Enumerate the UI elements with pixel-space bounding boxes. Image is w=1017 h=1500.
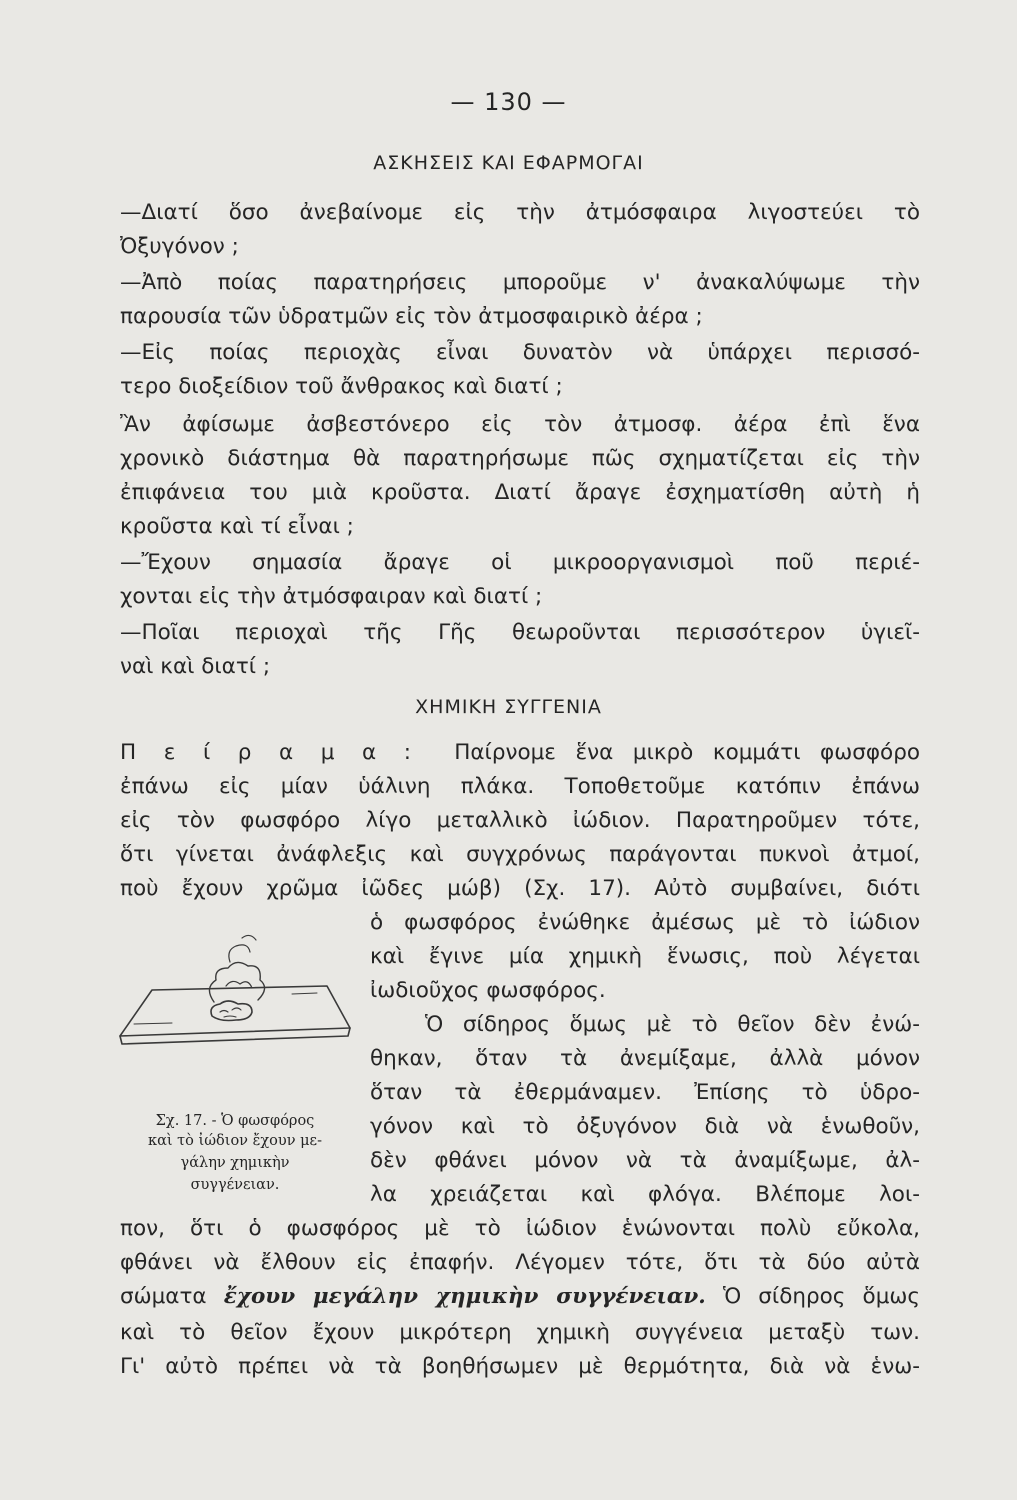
- text-line: λα χρειάζεται καὶ φλόγα. Βλέπομε λοι-: [370, 1182, 920, 1207]
- text-line: ὅταν τὰ ἐθερμάναμεν. Ἐπίσης τὸ ὑδρο-: [370, 1080, 920, 1105]
- glass-reflection: [292, 993, 317, 994]
- experiment-first-line: [120, 738, 920, 768]
- text-line: φθάνει νὰ ἔλθουν εἰς ἐπαφήν. Λέγομεν τότε, ὅτι τὰ δύο αὐτὰ: [120, 1250, 920, 1275]
- text-line: χονται εἰς τὴν ἀτμόσφαιραν καὶ διατί ;: [120, 584, 543, 609]
- text-line: παρουσία τῶν ὑδρατμῶν εἰς τὸν ἀτμοσφαιρικὸ ἀέρα ;: [120, 304, 703, 329]
- text-line: —Διατί ὅσο ἀνεβαίνομε εἰς τὴν ἀτμόσφαιρα λιγοστεύει τὸ: [120, 200, 920, 225]
- figure-caption-line: γάλην χημικὴν: [180, 1155, 290, 1171]
- iodine-vapour: [242, 935, 256, 940]
- emphasis-line-before: σώματα: [120, 1284, 207, 1309]
- text-line: τερο διοξείδιον τοῦ ἄνθρακος καὶ διατί ;: [120, 374, 563, 399]
- figure-caption-line: συγγένειαν.: [190, 1177, 280, 1193]
- text-line: ποὺ ἔχουν χρῶμα ἰῶδες μώβ) (Σχ. 17). Αὐτὸ συμβαίνει, διότι: [120, 876, 920, 901]
- figure-caption-line: Σχ. 17. - Ὁ φωσφόρος: [155, 1113, 315, 1129]
- text-line: —Εἰς ποίας περιοχὰς εἶναι δυνατὸν νὰ ὑπάρχει περισσό-: [120, 340, 920, 365]
- text-line: ὁ φωσφόρος ἐνώθηκε ἀμέσως μὲ τὸ ἰώδιον: [370, 910, 920, 935]
- text-line: —Ποῖαι περιοχαὶ τῆς Γῆς θεωροῦνται περισσότερον ὑγιεῖ-: [120, 620, 920, 645]
- emphasis-line: [120, 1282, 920, 1312]
- text-line: Ὀξυγόνον ;: [120, 234, 239, 259]
- text-line: —Ἀπὸ ποίας παρατηρήσεις μποροῦμε ν' ἀνακαλύψωμε τὴν: [120, 270, 920, 295]
- text-line: καὶ ἔγινε μία χημικὴ ἕνωσις, ποὺ λέγεται: [370, 944, 920, 969]
- text-line: ἐπιφάνεια του μιὰ κροῦστα. Διατί ἄραγε ἐσχηματίσθη αὐτὴ ἡ: [120, 480, 920, 505]
- text-line: θηκαν, ὅταν τὰ ἀνεμίξαμε, ἀλλὰ μόνον: [370, 1046, 920, 1071]
- iodine-vapour: [229, 945, 250, 962]
- emphasis-text: ἔχουν μεγάλην χημικὴν συγγένειαν.: [223, 1284, 706, 1309]
- page-number: — 130 —: [450, 88, 567, 116]
- text-line: ἐπάνω εἰς μίαν ὑάλινη πλάκα. Τοποθετοῦμε κατόπιν ἐπάνω: [120, 774, 920, 799]
- text-line: —Ἔχουν σημασία ἄραγε οἱ μικροοργανισμοὶ ποῦ περιέ-: [120, 550, 920, 575]
- text-line: γόνον καὶ τὸ ὀξυγόνον διὰ νὰ ἑνωθοῦν,: [370, 1114, 920, 1139]
- experiment-first-line-text: Παίρνομε ἕνα μικρὸ κομμάτι φωσφόρο: [454, 740, 920, 765]
- section-heading-exercises: ΑΣΚΗΣΕΙΣ ΚΑΙ ΕΦΑΡΜΟΓΑΙ: [373, 152, 644, 174]
- phosphorus-texture: [220, 1008, 241, 1017]
- emphasis-line-after: Ὁ σίδηρος ὅμως: [722, 1284, 920, 1309]
- text-line: κροῦστα καὶ τί εἶναι ;: [120, 514, 354, 539]
- glass-plate-edge: [120, 1028, 350, 1044]
- text-line: πον, ὅτι ὁ φωσφόρος μὲ τὸ ἰώδιον ἑνώνονται πολὺ εὔκολα,: [120, 1216, 920, 1241]
- phosphorus-lump: [211, 1001, 252, 1021]
- text-line: εἰς τὸν φωσφόρο λίγο μεταλλικὸ ἰώδιον. Παρατηροῦμεν τότε,: [120, 808, 920, 833]
- glass-reflection: [134, 1023, 172, 1024]
- figure-17-illustration: [112, 928, 362, 1058]
- figure-caption-line: καὶ τὸ ἰώδιον ἔχουν με-: [148, 1133, 322, 1149]
- text-line: καὶ τὸ θεῖον ἔχουν μικρότερη χημικὴ συγγένεια μεταξὺ των.: [120, 1320, 920, 1345]
- text-line: Ὁ σίδηρος ὅμως μὲ τὸ θεῖον δὲν ἐνώ-: [425, 1012, 920, 1037]
- text-line: Ἂν ἀφίσωμε ἀσβεστόνερο εἰς τὸν ἀτμοσφ. ἀέρα ἐπὶ ἕνα: [120, 412, 920, 437]
- experiment-lead: Π ε ί ρ α μ α :: [120, 740, 416, 765]
- section-heading-chemical-affinity: ΧΗΜΙΚΗ ΣΥΓΓΕΝΙΑ: [415, 696, 602, 718]
- text-line: δὲν φθάνει μόνον νὰ τὰ ἀναμίξωμε, ἀλ-: [370, 1148, 920, 1173]
- text-line: χρονικὸ διάστημα θὰ παρατηρήσωμε πῶς σχηματίζεται εἰς τὴν: [120, 446, 920, 471]
- text-line: ναὶ καὶ διατί ;: [120, 654, 271, 679]
- text-line: ἰωδιοῦχος φωσφόρος.: [370, 978, 606, 1003]
- text-line: Γι' αὐτὸ πρέπει νὰ τὰ βοηθήσωμεν μὲ θερμότητα, διὰ νὰ ἑνω-: [120, 1354, 920, 1379]
- text-line: ὅτι γίνεται ἀνάφλεξις καὶ συγχρόνως παράγονται πυκνοὶ ἀτμοί,: [120, 842, 920, 867]
